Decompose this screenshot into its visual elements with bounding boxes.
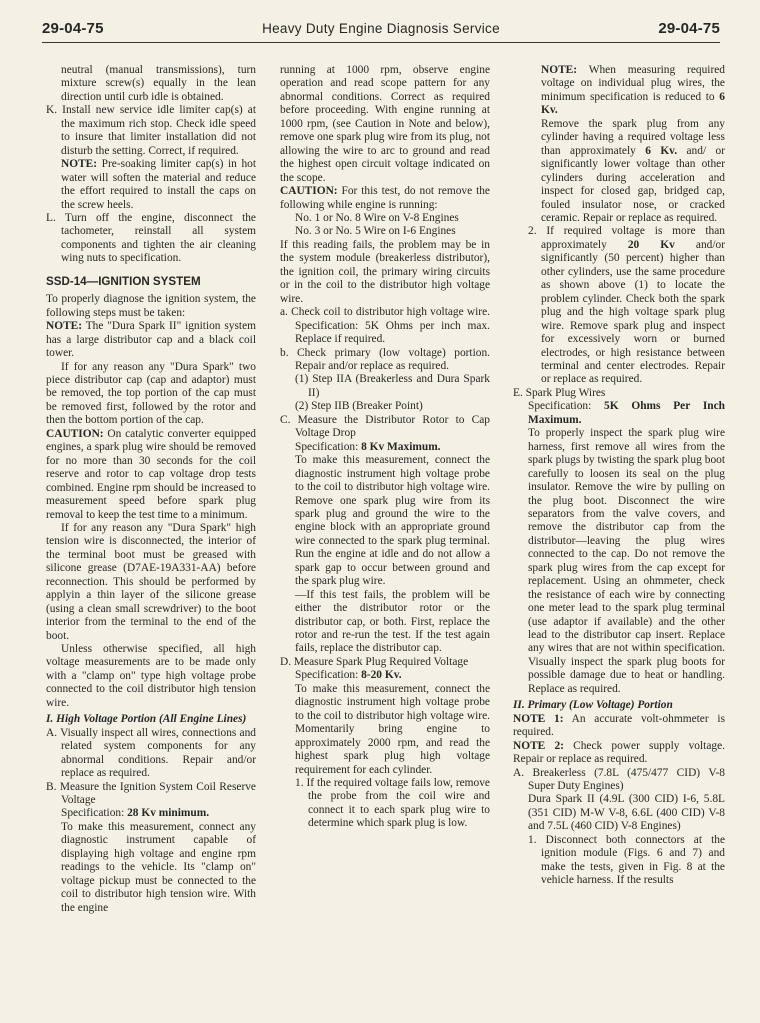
paragraph-running: running at 1000 rpm, observe engine operation and read scope pattern for any abnormal conditions. Correct as required before proceeding. With engine running at 1000 rpm, (see Caution in Note and below), remove one spark plug wire from its plug, not allowing the wire to arc to ground and read the highest open circuit voltage indicated on the scope. (280, 64, 490, 184)
page-header (42, 16, 720, 43)
body-b: To make this measurement, connect any diagnostic instrument capable of displaying high voltage and engine rpm readings to the vehicle. Its "clamp on" voltage pickup must be connected to the coil to distributor high tension wire. With the engine (61, 820, 256, 914)
item-2-high-voltage: 2. If required voltage is more than approximately 20 Kv and/or significantly (50 percent) higher than other cylinders, use the same procedure as shown above (1) to locate the problem cylinder. Check both the spark plug and the high voltage spark plug wire. Remove spark plug and inspect for excessively worn or burned electrodes, or high resistance between terminal and center electrodes. Repair or replace as required. (528, 225, 725, 386)
column-2 (280, 64, 490, 831)
step-d-plug-voltage: D. Measure Spark Plug Required Voltage (280, 655, 469, 668)
note-label: NOTE: (61, 158, 98, 171)
section-heading: SSD-14—IGNITION SYSTEM (46, 274, 201, 288)
paragraph-high-tension: If for any reason any "Dura Spark" high tension wire is disconnected, the interior of the terminal boot must be greased with silicone grease (D7AE-19A331-AA) before reconnection. This should be performed by applyin a thin layer of the silicone grease (using a clean small screwdriver) to the boot interior from the terminal to the end of the boot. (46, 521, 256, 642)
note-k: NOTE: Pre-soaking limiter cap(s) in hot water will soften the material and reduce the effort required to install the caps on the screw heels. (61, 158, 256, 211)
subheading-primary: II. Primary (Low Voltage) Portion (513, 699, 673, 712)
note-2: NOTE 2: Check power supply voltage. Repair or replace as required. (513, 739, 725, 766)
spec-e: Specification: 5K Ohms Per Inch Maximum. (528, 400, 725, 426)
step-a-inspect: A. Visually inspect all wires, connections and related system components for any abnormal conditions. Repair and/or replace as required. (46, 726, 256, 780)
paragraph-reading-fails: If this reading fails, the problem may be in the system module (breakerless distributor), the ignition coil, the primary wiring circuits or in the coil to the distributor high voltage wire. (280, 238, 490, 305)
step-a-check-coil: a. Check coil to distributor high voltage wire. Specification: 5K Ohms per inch max. Replace if required. (280, 306, 490, 346)
body-a-dura-spark: Dura Spark II (4.9L (300 CID) I-6, 5.8L (351 CID) M-W V-8, 6.6L (400 CID) V-8 and 7.5L (460 CID) V-8 Engines) (528, 793, 725, 833)
body-d: To make this measurement, connect the diagnostic instrument high voltage probe to the coil to distributor high voltage wire. Momentarily bring engine to approximately 2000 rpm, and read the highest spark plug high voltage requirement for each cylinder. (295, 682, 490, 776)
page-number-left: 29-04-75 (42, 20, 104, 37)
step-b-coil-reserve: B. Measure the Ignition System Coil Reserve Voltage (46, 780, 256, 807)
step-c-rotor: C. Measure the Distributor Rotor to Cap Voltage Drop (280, 413, 490, 440)
paragraph-remove-plug: Remove the spark plug from any cylinder having a required voltage less than approximately 6 Kv. and/ or significantly lower voltage than other cylinders during acceleration and inspect for closed gap, bridged cap, fouled insulator nose, or cracked ceramic. Repair or replace as required. (541, 117, 725, 224)
paragraph-two-piece-cap: If for any reason any "Dura Spark" two piece distributor cap (cap and adaptor) must be removed, the top portion of the cap must be removed first, followed by the rotor and then the bottom portion of the cap. (46, 360, 256, 427)
note-1: NOTE 1: An accurate volt-ohmmeter is required. (513, 712, 725, 739)
page-number-right: 29-04-75 (658, 20, 720, 37)
spec-d: Specification: 8-20 Kv. (295, 669, 402, 682)
caution-running: CAUTION: For this test, do not remove the following while engine is running: (280, 185, 490, 211)
note-individual-wires: NOTE: When measuring required voltage on individual plug wires, the minimum specification is reduced to 6 Kv. (541, 64, 725, 117)
step-l: L. Turn off the engine, disconnect the tachometer, reinstall all system components and tighten the air cleaning wing nuts to specification. (46, 211, 256, 265)
paragraph-neutral: neutral (manual transmissions), turn mixture screw(s) equally in the lean direction until curb idle is obtained. (61, 64, 256, 103)
body-c: To make this measurement, connect the diagnostic instrument high voltage probe to the coil to distributor high voltage wire. Remove one spark plug wire from its spark plug and ground the wire to the engine block with an appropriate ground wire connected to the spark plug terminal. Run the engine at idle and do not allow a spark gap to occur between ground and the spark plug wire. (295, 454, 490, 588)
note-dura-spark: NOTE: The "Dura Spark II" ignition system has a large distributor cap and a black coil tower. (46, 320, 256, 360)
page-title: Heavy Duty Engine Diagnosis Service (262, 21, 500, 36)
substep-2: (2) Step IIB (Breaker Point) (295, 400, 423, 413)
spec-c: Specification: 8 Kv Maximum. (295, 440, 441, 453)
item-d1: 1. If the required voltage fails low, remove the probe from the coil wire and connect it to each spark plug wire to determine which spark plug is low. (295, 777, 490, 830)
body-c-fails: —If this test fails, the problem will be either the distributor rotor or the distributor cap, or both. First, replace the rotor and re-run the test. If the test again fails, replace the distributor cap. (295, 588, 490, 655)
spec-b: Specification: 28 Kv minimum. (61, 807, 210, 820)
paragraph-unless: Unless otherwise specified, all high voltage measurements are to be made only with a "clamp on" type high voltage probe connected to the coil distributor high tension wire. (46, 643, 256, 709)
step-b-check-primary: b. Check primary (low voltage) portion. Repair and/or replace as required. (280, 346, 490, 372)
step-a-breakerless: A. Breakerless (7.8L (475/477 CID) V-8 Super Duty Engines) (513, 766, 725, 793)
caution-catalytic: CAUTION: On catalytic converter equipped engines, a spark plug wire should be removed for no more than 30 seconds for the coil reserve and rotor to cap voltage drop tests combined. Engine rpm should be increased to measurement speed before spark plug removal to keep the test time to a minimum. (46, 427, 256, 521)
substep-1: (1) Step IIA (Breakerless and Dura Spark II) (295, 373, 490, 399)
caution-label: CAUTION: (280, 185, 338, 198)
item-no1-wire: No. 1 or No. 8 Wire on V-8 Engines (295, 211, 459, 224)
caution-label: CAUTION: (46, 427, 104, 440)
paragraph-intro: To properly diagnose the ignition system, the following steps must be taken: (46, 293, 256, 319)
item-no3-wire: No. 3 or No. 5 Wire on I-6 Engines (295, 225, 456, 238)
body-e: To properly inspect the spark plug wire harness, first remove all wires from the spark plugs by twisting the spark plug boot carefully to loosen its seal on the plug insulator. Remove the wire by pulling on the plug boot. Disconnect the wire separators from the valve covers, and remove the distributor cap from the distributor—leaving the plug wires connected to the cap. Do not remove the spark plug wires from the cap except for replacement. Using an ohmmeter, check the resistance of each wire by connecting one meter lead to the spark plug terminal (use adaptor if available) and the other lead to the distributor cap insert. Replace any wires that are not within specification. Visually inspect the spark plug boots for possible damage due to heat or handling. Replace as required. (528, 427, 725, 695)
column-1 (46, 64, 256, 915)
subheading-high-voltage: I. High Voltage Portion (All Engine Lines) (46, 713, 247, 726)
note-label: NOTE: (46, 320, 83, 333)
item-a1: 1. Disconnect both connectors at the ignition module (Figs. 6 and 7) and make the tests, given in Fig. 8 at the vehicle harness. If the results (528, 833, 725, 887)
step-e-plug-wires: E. Spark Plug Wires (513, 386, 606, 399)
column-3 (513, 64, 725, 888)
step-k: K. Install new service idle limiter cap(s) at the maximum rich stop. Check idle speed to insure that limiter installation did not disturb the setting. Correct, if required. (46, 104, 256, 157)
